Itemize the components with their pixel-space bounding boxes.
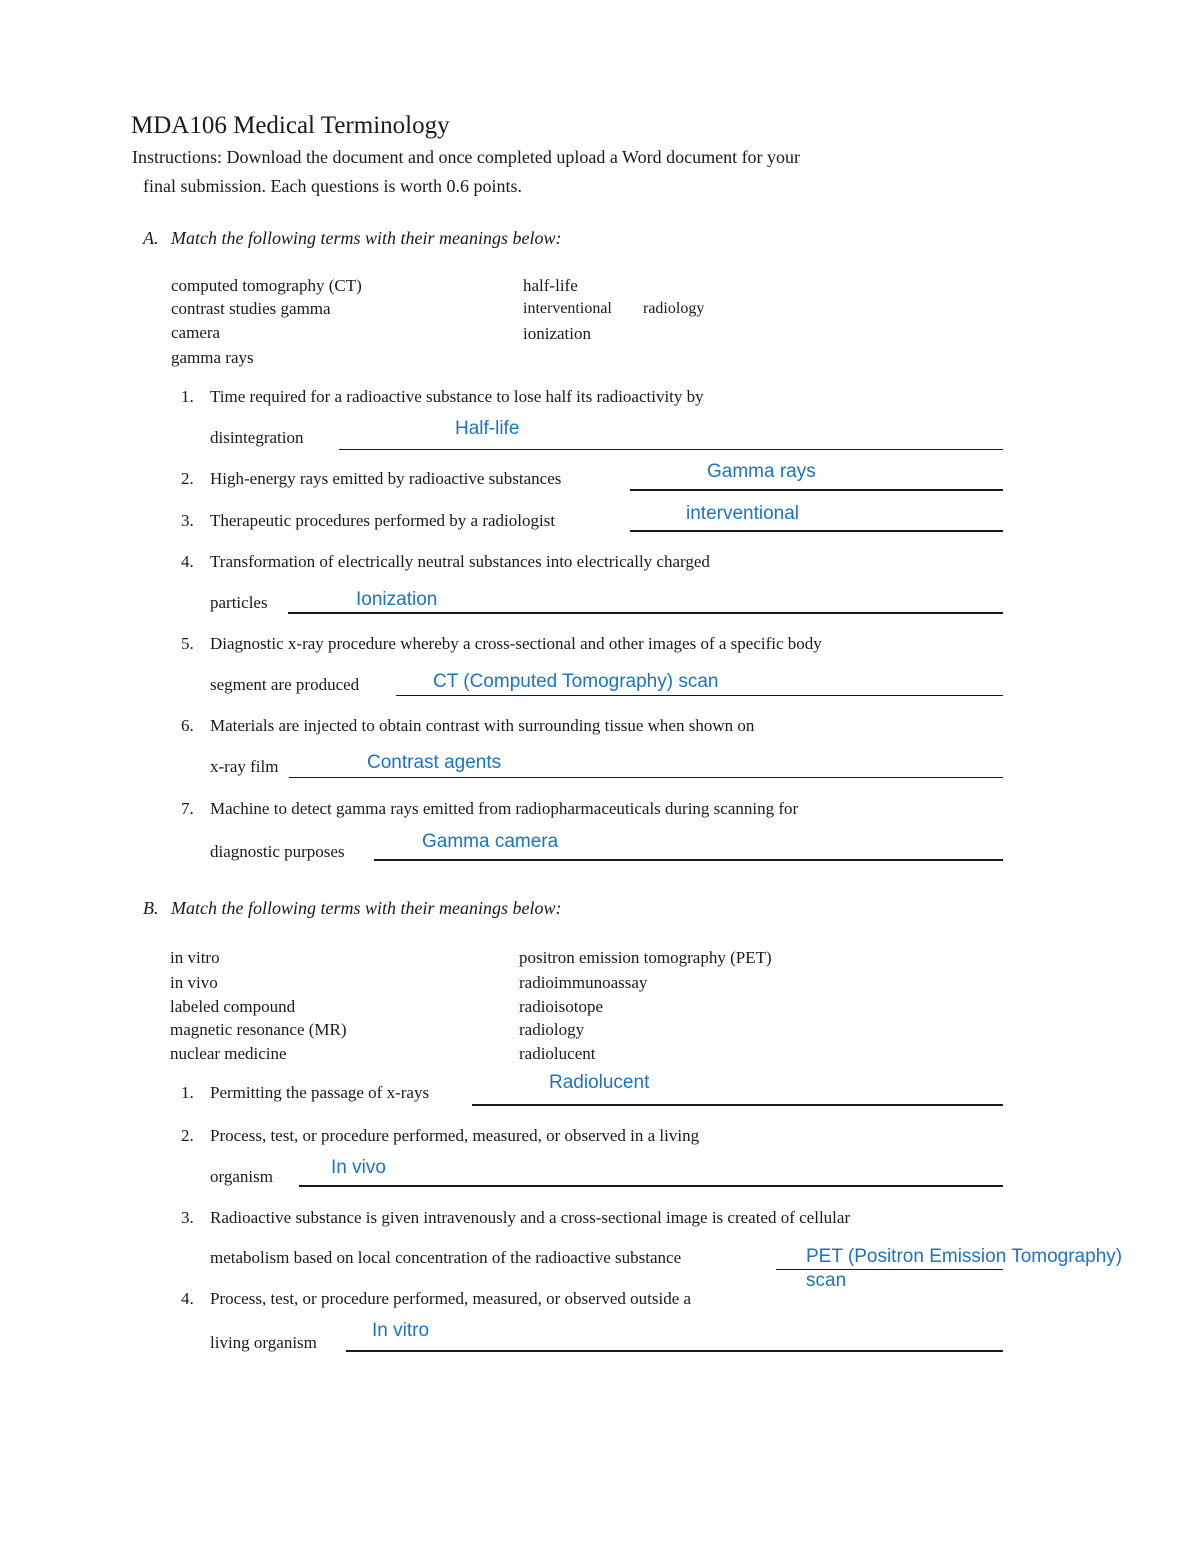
question-text: organism (210, 1167, 273, 1186)
section-b-heading: Match the following terms with their meanings below: (171, 898, 562, 918)
term-list-item: positron emission tomography (PET) (519, 948, 772, 967)
answer-line (299, 1185, 1003, 1187)
term-list-item: computed tomography (CT) (171, 276, 362, 295)
instructions-line-2: final submission. Each questions is worth 0.6 points. (143, 176, 522, 196)
answer-field[interactable]: interventional (686, 503, 800, 524)
question-number: 4. (181, 1289, 194, 1308)
question-number: 3. (181, 1208, 194, 1227)
question-text: Process, test, or procedure performed, measured, or observed outside a (210, 1289, 692, 1308)
answer-line (289, 777, 1003, 778)
answer-field[interactable]: Gamma camera (422, 831, 559, 852)
page-title: MDA106 Medical Terminology (131, 112, 450, 139)
term-list-item: contrast studies gamma (171, 299, 331, 318)
question-text: living organism (210, 1333, 317, 1352)
term-list-item: camera (171, 323, 221, 342)
question-text: Machine to detect gamma rays emitted from radiopharmaceuticals during scanning for (210, 799, 799, 818)
question-text: Diagnostic x-ray procedure whereby a cross-sectional and other images of a specific body (210, 634, 822, 653)
question-number: 5. (181, 634, 194, 653)
answer-field[interactable]: Contrast agents (367, 752, 502, 773)
question-number: 2. (181, 1126, 194, 1145)
question-text: Time required for a radioactive substance to lose half its radioactivity by (210, 387, 704, 406)
term-list-item: radiolucent (519, 1044, 596, 1063)
answer-field[interactable]: CT (Computed Tomography) scan (433, 671, 719, 692)
question-text: segment are produced (210, 675, 360, 694)
answer-line (339, 449, 1003, 450)
question-number: 1. (181, 387, 194, 406)
answer-line (374, 859, 1003, 861)
answer-field[interactable]: Half-life (455, 418, 520, 439)
answer-line (396, 695, 1003, 696)
term-list-item: radiology (519, 1020, 585, 1039)
answer-field-line-1[interactable]: PET (Positron Emission Tomography) (806, 1246, 1123, 1267)
term-list-item: radioimmunoassay (519, 973, 648, 992)
term-list-item: radioisotope (519, 997, 604, 1016)
question-text: Permitting the passage of x-rays (210, 1083, 430, 1102)
term-list-item: half-life (523, 276, 578, 295)
answer-line (288, 612, 1003, 614)
instructions-line-1: Instructions: Download the document and once completed upload a Word document for your (132, 147, 801, 167)
answer-field[interactable]: In vivo (331, 1157, 386, 1178)
question-text: disintegration (210, 428, 304, 447)
term-list-item: ionization (523, 324, 591, 343)
question-text: Materials are injected to obtain contrast with surrounding tissue when shown on (210, 716, 755, 735)
answer-field-line-2[interactable]: scan (806, 1270, 847, 1291)
question-number: 7. (181, 799, 194, 818)
question-number: 6. (181, 716, 194, 735)
question-number: 4. (181, 552, 194, 571)
answer-field[interactable]: Radiolucent (549, 1072, 650, 1093)
answer-line (630, 489, 1003, 491)
section-b-marker: B. (143, 898, 159, 918)
section-a-marker: A. (143, 228, 159, 248)
question-text: diagnostic purposes (210, 842, 345, 861)
question-text: Therapeutic procedures performed by a radiologist (210, 511, 556, 530)
question-text: High-energy rays emitted by radioactive substances (210, 469, 562, 488)
question-text: particles (210, 593, 268, 612)
question-text: Transformation of electrically neutral substances into electrically charged (210, 552, 710, 571)
answer-line (630, 530, 1003, 532)
answer-field[interactable]: Ionization (356, 589, 438, 610)
term-list-item: gamma rays (171, 348, 254, 367)
term-list-item: radiology (643, 300, 705, 317)
question-text: Radioactive substance is given intravenously and a cross-sectional image is created of cellular (210, 1208, 851, 1227)
answer-line (472, 1104, 1003, 1106)
answer-line (346, 1350, 1003, 1352)
term-list-item: in vitro (170, 948, 220, 967)
question-text: Process, test, or procedure performed, measured, or observed in a living (210, 1126, 700, 1145)
question-number: 2. (181, 469, 194, 488)
question-text: metabolism based on local concentration of the radioactive substance (210, 1248, 682, 1267)
term-list-item: labeled compound (170, 997, 296, 1016)
term-list-item: interventional (523, 300, 612, 317)
question-number: 1. (181, 1083, 194, 1102)
answer-field[interactable]: In vitro (372, 1320, 430, 1341)
section-a-heading: Match the following terms with their meanings below: (171, 228, 562, 248)
question-text: x-ray film (210, 757, 279, 776)
question-number: 3. (181, 511, 194, 530)
term-list-item: magnetic resonance (MR) (170, 1020, 347, 1039)
term-list-item: in vivo (170, 973, 218, 992)
term-list-item: nuclear medicine (170, 1044, 287, 1063)
answer-field[interactable]: Gamma rays (707, 461, 816, 482)
